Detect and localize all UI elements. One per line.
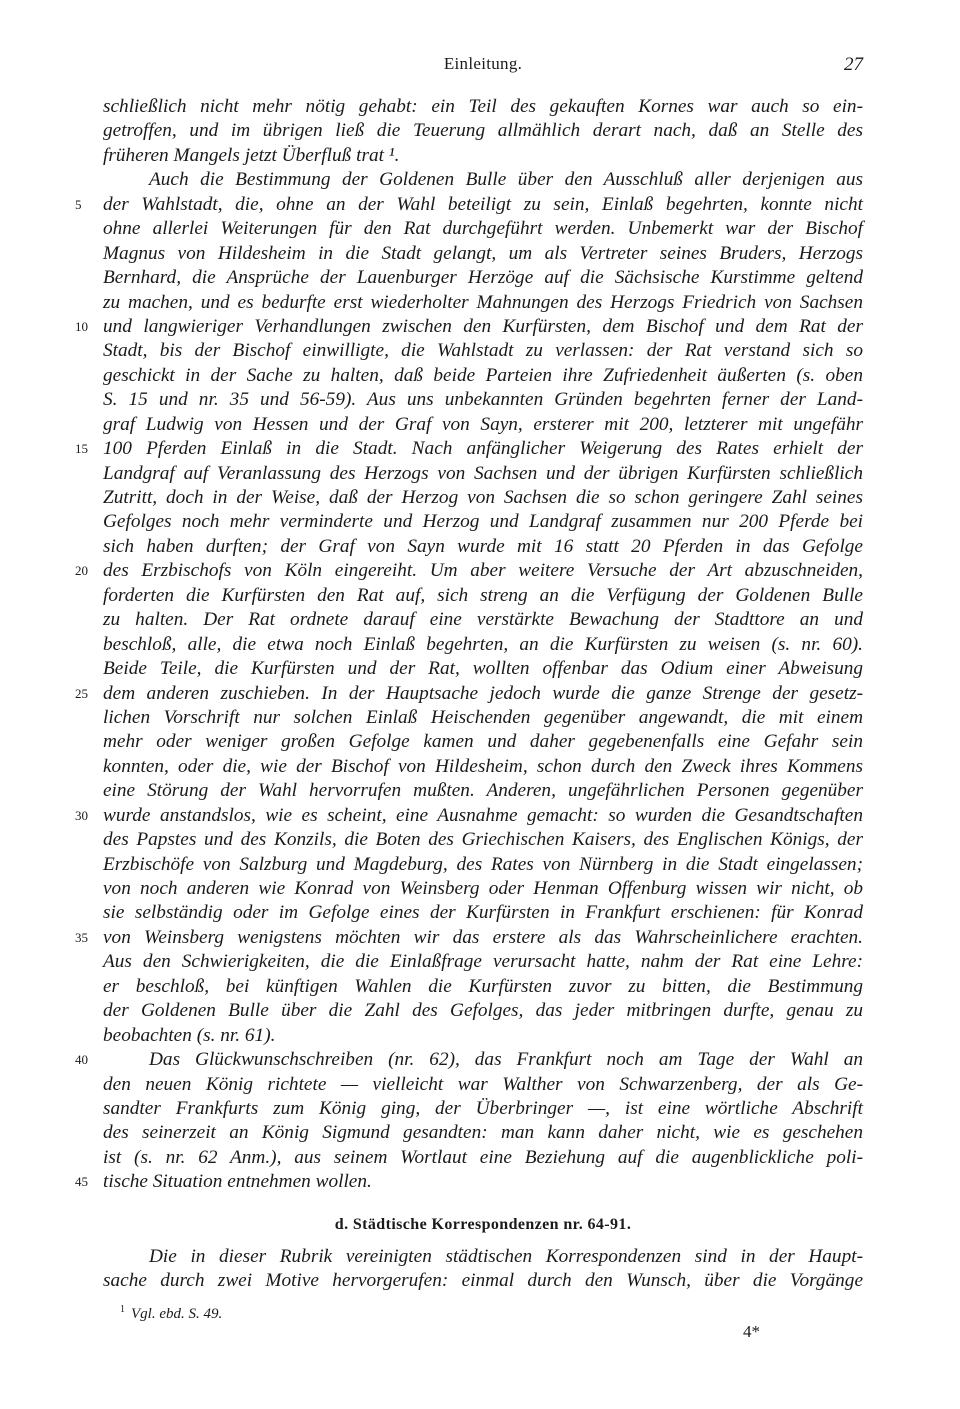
text-line: beschloß, alle, die etwa noch Einlaß begehrten, an die Kurfürsten zu weisen (s. nr. 60). — [103, 633, 863, 655]
text-line: früheren Mangels jetzt Überfluß trat ¹. — [103, 144, 400, 166]
text-line: sandter Frankfurts zum König ging, der Überbringer —, ist eine wörtliche Abschrift — [103, 1097, 863, 1119]
section-heading: d. Städtische Korrespondenzen nr. 64-91. — [334, 1216, 632, 1233]
footnote-text: Vgl. ebd. S. 49. — [131, 1306, 223, 1322]
footnote-marker: 1 — [120, 1304, 125, 1315]
text-line: Gefolges noch mehr verminderte und Herzog und Landgraf zusammen nur 200 Pferde bei — [103, 511, 863, 533]
text-line: 35 von Weinsberg wenigstens möchten wir das erstere als das Wahrscheinlichere erachten. — [103, 926, 863, 950]
text-line: ist (s. nr. 62 Anm.), aus seinem Wortlaut eine Beziehung auf die augenblickliche poli- — [103, 1146, 863, 1168]
signature-mark: 4* — [743, 1322, 760, 1341]
line-number: 25 — [75, 685, 88, 701]
line-number: 5 — [75, 196, 82, 212]
text-line: graf Ludwig von Hessen und der Graf von Sayn, ersterer mit 200, letzterer mit ungefähr — [103, 413, 863, 435]
text-line: 30 wurde anstandslos, wie es scheint, eine Ausnahme gemacht: so wurden die Gesandtschaften — [103, 804, 863, 828]
text-line: ohne allerlei Weiterungen für den Rat durchgeführt werden. Unbemerkt war der Bischof — [103, 218, 863, 240]
line-number: 15 — [75, 441, 88, 457]
line-number: 45 — [75, 1174, 88, 1190]
text-line: 45 tische Situation entnehmen wollen. — [103, 1170, 863, 1194]
text-line: schließlich nicht mehr nötig gehabt: ein Teil des gekauften Kornes war auch so ein- — [103, 96, 863, 117]
line-number: 30 — [75, 807, 88, 823]
text-line: sie selbständig oder im Gefolge eines der Kurfürsten in Frankfurt erschienen: für Konrad — [103, 902, 863, 924]
text-line: zu machen, und es bedurfte erst wiederholter Mahnungen des Herzogs Friedrich von Sachsen — [103, 291, 863, 313]
text-line: lichen Vorschrift nur solchen Einlaß Heischenden gegenüber angewandt, die mit einem — [103, 706, 863, 728]
text-line: mehr oder weniger großen Gefolge kamen und daher gegebenenfalls eine Gefahr sein — [103, 731, 863, 753]
text-line: den neuen König richtete — vielleicht war Walther von Schwarzenberg, der als Ge- — [103, 1073, 863, 1095]
running-title: Einleitung. — [443, 54, 523, 73]
text-line: des seinerzeit an König Sigmund gesandten: man kann daher nicht, wie es geschehen — [103, 1122, 863, 1144]
text-line: getroffen, und im übrigen ließ die Teuerung allmählich derart nach, daß an Stelle des — [103, 120, 863, 142]
text-line: beobachten (s. nr. 61). — [103, 1024, 276, 1046]
text-line: sache durch zwei Motive hervorgerufen: einmal durch den Wunsch, über die Vorgänge — [103, 1270, 863, 1292]
line-number: 10 — [75, 318, 88, 334]
footnote — [120, 1304, 222, 1323]
page-number: 27 — [844, 54, 863, 75]
text-line: Beide Teile, die Kurfürsten und der Rat, wollten offenbar das Odium einer Abweisung — [103, 658, 863, 680]
text-line: 25 dem anderen zuschieben. In der Hauptsache jedoch wurde die ganze Strenge der gesetz- — [103, 682, 863, 706]
text-line: Zutritt, doch in der Weise, daß der Herzog von Sachsen die so schon geringere Zahl seines — [103, 487, 863, 508]
text-line: von noch anderen wie Konrad von Weinsberg oder Henman Offenburg wissen wir nicht, ob — [103, 878, 863, 899]
text-line: 15 100 Pferden Einlaß in die Stadt. Nach anfänglicher Weigerung des Rates erhielt der — [103, 437, 863, 461]
text-line: 20 des Erzbischofs von Köln eingereiht. Um aber weitere Versuche der Art abzuschneiden, — [103, 559, 863, 583]
line-number: 20 — [75, 563, 88, 579]
text-line: Bernhard, die Ansprüche der Lauenburger Herzöge auf die Sächsische Kurstimme geltend — [103, 267, 863, 289]
text-line: 5 der Wahlstadt, die, ohne an der Wahl beteiligt zu sein, Einlaß begehrten, konnte nicht — [103, 193, 863, 217]
text-line: Landgraf auf Veranlassung des Herzogs von Sachsen und der übrigen Kurfürsten schließlich — [103, 462, 863, 484]
running-head — [103, 54, 863, 84]
text-line: Die in dieser Rubrik vereinigten städtischen Korrespondenzen sind in der Haupt- — [149, 1246, 863, 1267]
text-line: S. 15 und nr. 35 und 56-59). Aus uns unbekannten Gründen begehrten ferner der Land- — [103, 389, 863, 411]
body-text — [75, 95, 863, 1195]
text-line: sich haben durften; der Graf von Sayn wurde mit 16 statt 20 Pferden in das Gefolge — [103, 535, 863, 557]
line-number: 40 — [75, 1052, 88, 1068]
text-line: Auch die Bestimmung der Goldenen Bulle über den Ausschluß aller derjenigen aus — [149, 169, 863, 191]
section-text — [103, 1245, 863, 1294]
text-line: Magnus von Hildesheim in die Stadt gelangt, um als Vertreter seines Bruders, Herzogs — [103, 242, 863, 264]
text-line: Aus den Schwierigkeiten, die die Einlaßfrage verursacht hatte, nahm der Rat eine Lehre: — [103, 951, 863, 973]
text-line: er beschloß, bei künftigen Wahlen die Kurfürsten zuvor zu bitten, die Bestimmung — [103, 975, 863, 997]
text-line: eine Störung der Wahl hervorrufen mußten. Anderen, ungefährlichen Personen gegenüber — [103, 780, 863, 802]
text-line: 10 und langwieriger Verhandlungen zwischen den Kurfürsten, dem Bischof und dem Rat der — [103, 315, 863, 339]
text-line: Erzbischöfe von Salzburg und Magdeburg, des Rates von Nürnberg in die Stadt eingelassen; — [103, 853, 863, 875]
text-line: des Papstes und des Konzils, die Boten des Griechischen Kaisers, des Englischen Königs, der — [103, 829, 863, 851]
text-line: Stadt, bis der Bischof einwilligte, die Wahlstadt zu verlassen: der Rat verstand sich so — [103, 340, 863, 362]
text-line: der Goldenen Bulle über die Zahl des Gefolges, das jeder mitbringen durfte, genau zu — [103, 1000, 863, 1022]
text-line: geschickt in der Sache zu halten, daß beide Parteien ihre Zufriedenheit äußerten (s. oben — [103, 364, 863, 386]
text-line: forderten die Kurfürsten den Rat auf, sich streng an die Verfügung der Goldenen Bulle — [103, 584, 863, 606]
text-line: zu halten. Der Rat ordnete darauf eine verstärkte Bewachung der Stadttore an und — [103, 609, 863, 631]
text-line: 40 Das Glückwunschschreiben (nr. 62), das Frankfurt noch am Tage der Wahl an — [103, 1048, 863, 1072]
text-line: konnten, oder die, wie der Bischof von Hildesheim, schon durch den Zweck ihres Kommens — [103, 755, 863, 777]
line-number: 35 — [75, 929, 88, 945]
